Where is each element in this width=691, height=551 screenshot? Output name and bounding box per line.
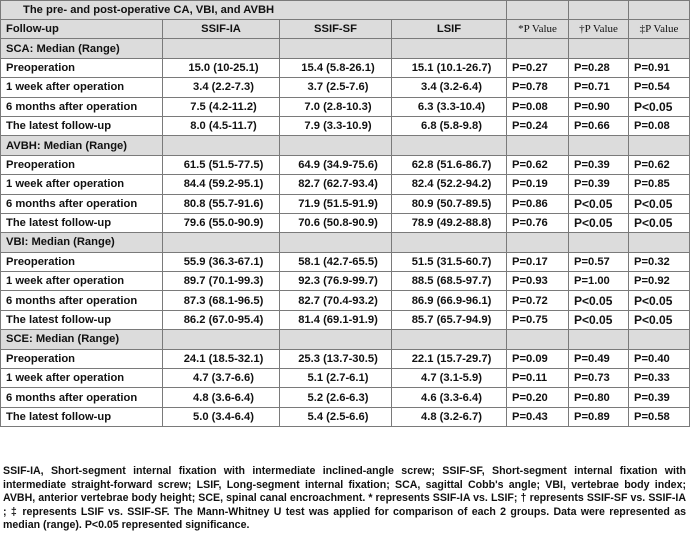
table-row [1,252,690,271]
median-range-cell: 79.6 (55.0-90.9) [163,213,280,232]
section-blank-cell [629,330,690,349]
p-value-cell: P=0.89 [569,407,629,426]
section-blank-cell [507,39,569,58]
median-range-cell: 4.8 (3.6-6.4) [163,388,280,407]
caption-blank-cell [629,1,690,20]
row-label: Preoperation [1,349,163,368]
section-row [1,233,690,252]
caption-blank-cell [569,1,629,20]
p-value-cell: P<0.05 [569,213,629,232]
section-row [1,136,690,155]
median-range-cell: 15.1 (10.1-26.7) [392,58,507,77]
median-range-cell: 64.9 (34.9-75.6) [280,155,392,174]
median-range-cell: 15.4 (5.8-26.1) [280,58,392,77]
median-range-cell: 4.7 (3.7-6.6) [163,369,280,388]
p-value-cell: P=0.11 [507,369,569,388]
section-blank-cell [280,39,392,58]
section-blank-cell [392,39,507,58]
p-value-cell: P=0.90 [569,97,629,116]
table-row [1,388,690,407]
p-value-cell: P=0.71 [569,78,629,97]
median-range-cell: 25.3 (13.7-30.5) [280,349,392,368]
p-value-cell: P=0.17 [507,252,569,271]
row-label: The latest follow-up [1,407,163,426]
table-row [1,175,690,194]
p-value-cell: P=0.39 [569,175,629,194]
p-value-cell: P=0.54 [629,78,690,97]
p-value-cell: P=0.78 [507,78,569,97]
section-blank-cell [629,39,690,58]
p-value-cell: P=0.43 [507,407,569,426]
p-value-cell: P=0.76 [507,213,569,232]
section-blank-cell [163,39,280,58]
row-label: 1 week after operation [1,78,163,97]
row-label: 6 months after operation [1,291,163,310]
p-value-cell: P=0.20 [507,388,569,407]
median-range-cell: 7.0 (2.8-10.3) [280,97,392,116]
median-range-cell: 5.1 (2.7-6.1) [280,369,392,388]
header-p-value-dagger: †P Value [569,20,629,39]
header-follow-up: Follow-up [1,20,163,39]
p-value-cell: P=0.09 [507,349,569,368]
table-row [1,272,690,291]
median-range-cell: 61.5 (51.5-77.5) [163,155,280,174]
row-label: 1 week after operation [1,272,163,291]
median-range-cell: 82.7 (70.4-93.2) [280,291,392,310]
table-row [1,310,690,329]
median-range-cell: 85.7 (65.7-94.9) [392,310,507,329]
section-blank-cell [507,136,569,155]
median-range-cell: 87.3 (68.1-96.5) [163,291,280,310]
section-blank-cell [392,136,507,155]
median-range-cell: 15.0 (10-25.1) [163,58,280,77]
median-range-cell: 84.4 (59.2-95.1) [163,175,280,194]
section-blank-cell [507,233,569,252]
section-label: AVBH: Median (Range) [1,136,163,155]
median-range-cell: 80.8 (55.7-91.6) [163,194,280,213]
section-blank-cell [629,233,690,252]
median-range-cell: 82.7 (62.7-93.4) [280,175,392,194]
section-blank-cell [507,330,569,349]
section-blank-cell [280,233,392,252]
table-row [1,213,690,232]
median-range-cell: 5.2 (2.6-6.3) [280,388,392,407]
median-range-cell: 80.9 (50.7-89.5) [392,194,507,213]
table-row [1,349,690,368]
p-value-cell: P=0.08 [629,116,690,135]
median-range-cell: 51.5 (31.5-60.7) [392,252,507,271]
median-range-cell: 71.9 (51.5-91.9) [280,194,392,213]
p-value-cell: P<0.05 [569,310,629,329]
p-value-cell: P=0.24 [507,116,569,135]
median-range-cell: 6.8 (5.8-9.8) [392,116,507,135]
table-row [1,155,690,174]
median-range-cell: 89.7 (70.1-99.3) [163,272,280,291]
row-label: Preoperation [1,155,163,174]
median-range-cell: 70.6 (50.8-90.9) [280,213,392,232]
median-range-cell: 92.3 (76.9-99.7) [280,272,392,291]
section-blank-cell [392,330,507,349]
median-range-cell: 4.6 (3.3-6.4) [392,388,507,407]
table-header-row [1,20,690,39]
section-blank-cell [163,233,280,252]
section-row [1,330,690,349]
p-value-cell: P=0.86 [507,194,569,213]
p-value-cell: P=0.75 [507,310,569,329]
p-value-cell: P=0.40 [629,349,690,368]
p-value-cell: P=0.27 [507,58,569,77]
row-label: 1 week after operation [1,175,163,194]
header-lsif: LSIF [392,20,507,39]
p-value-cell: P=0.80 [569,388,629,407]
median-range-cell: 86.2 (67.0-95.4) [163,310,280,329]
table-row [1,194,690,213]
p-value-cell: P<0.05 [569,194,629,213]
median-range-cell: 7.9 (3.3-10.9) [280,116,392,135]
median-range-cell: 3.4 (2.2-7.3) [163,78,280,97]
median-range-cell: 8.0 (4.5-11.7) [163,116,280,135]
row-label: The latest follow-up [1,310,163,329]
section-blank-cell [569,136,629,155]
p-value-cell: P=0.39 [569,155,629,174]
table-footnote: SSIF-IA, Short-segment internal fixation with intermediate inclined-angle screw; SSIF-SF, Short-segment internal fixation with intermediate straight-forward screw; LSIF, Long-segment internal fixation; SCA, sagittal Cobb's angle; VBI, vertebrae body index; AVBH, anterior vertebrae body height; SCE, spinal canal encroachment. * represents SSIF-IA vs. LSIF; † represents SSIF-SF vs. SSIF-IA ; ‡ represents LSIF vs. SSIF-SF. The Mann-Whitney U test was applied for comparison of each 2 groups. Data were represented as median (range). P<0.05 represented significance. [3,465,686,532]
p-value-cell: P=0.91 [629,58,690,77]
section-blank-cell [569,39,629,58]
p-value-cell: P=0.57 [569,252,629,271]
median-range-cell: 22.1 (15.7-29.7) [392,349,507,368]
p-value-cell: P<0.05 [629,194,690,213]
section-blank-cell [569,233,629,252]
p-value-cell: P=0.49 [569,349,629,368]
p-value-cell: P=0.93 [507,272,569,291]
section-blank-cell [280,330,392,349]
section-blank-cell [569,330,629,349]
p-value-cell: P=0.08 [507,97,569,116]
p-value-cell: P=0.92 [629,272,690,291]
section-blank-cell [163,330,280,349]
row-label: The latest follow-up [1,213,163,232]
median-range-cell: 4.8 (3.2-6.7) [392,407,507,426]
median-range-cell: 86.9 (66.9-96.1) [392,291,507,310]
section-row [1,39,690,58]
p-value-cell: P=0.58 [629,407,690,426]
row-label: Preoperation [1,252,163,271]
table-row [1,116,690,135]
section-label: SCE: Median (Range) [1,330,163,349]
table-row [1,407,690,426]
p-value-cell: P=0.33 [629,369,690,388]
median-range-cell: 82.4 (52.2-94.2) [392,175,507,194]
p-value-cell: P=0.28 [569,58,629,77]
median-range-cell: 7.5 (4.2-11.2) [163,97,280,116]
table-row [1,58,690,77]
header-ssif-ia: SSIF-IA [163,20,280,39]
p-value-cell: P=1.00 [569,272,629,291]
section-blank-cell [629,136,690,155]
median-range-cell: 24.1 (18.5-32.1) [163,349,280,368]
p-value-cell: P=0.73 [569,369,629,388]
p-value-cell: P=0.62 [629,155,690,174]
table-body [1,1,690,427]
median-range-cell: 55.9 (36.3-67.1) [163,252,280,271]
p-value-cell: P=0.85 [629,175,690,194]
section-label: SCA: Median (Range) [1,39,163,58]
p-value-cell: P=0.19 [507,175,569,194]
table-row [1,291,690,310]
row-label: 6 months after operation [1,388,163,407]
row-label: Preoperation [1,58,163,77]
header-p-value-double-dagger: ‡P Value [629,20,690,39]
median-range-cell: 81.4 (69.1-91.9) [280,310,392,329]
row-label: The latest follow-up [1,116,163,135]
p-value-cell: P=0.32 [629,252,690,271]
table-caption-row [1,1,690,20]
median-range-cell: 3.4 (3.2-6.4) [392,78,507,97]
caption-blank-cell [507,1,569,20]
median-range-cell: 4.7 (3.1-5.9) [392,369,507,388]
p-value-cell: P<0.05 [629,310,690,329]
table-row [1,369,690,388]
median-range-cell: 58.1 (42.7-65.5) [280,252,392,271]
p-value-cell: P=0.39 [629,388,690,407]
p-value-cell: P<0.05 [629,213,690,232]
table-row [1,97,690,116]
median-range-cell: 5.0 (3.4-6.4) [163,407,280,426]
median-range-cell: 3.7 (2.5-7.6) [280,78,392,97]
p-value-cell: P<0.05 [629,97,690,116]
median-range-cell: 5.4 (2.5-6.6) [280,407,392,426]
section-blank-cell [392,233,507,252]
p-value-cell: P=0.62 [507,155,569,174]
section-blank-cell [163,136,280,155]
median-range-cell: 88.5 (68.5-97.7) [392,272,507,291]
row-label: 6 months after operation [1,97,163,116]
row-label: 6 months after operation [1,194,163,213]
table-row [1,78,690,97]
p-value-cell: P<0.05 [629,291,690,310]
median-range-cell: 62.8 (51.6-86.7) [392,155,507,174]
header-ssif-sf: SSIF-SF [280,20,392,39]
row-label: 1 week after operation [1,369,163,388]
p-value-cell: P=0.72 [507,291,569,310]
p-value-cell: P=0.66 [569,116,629,135]
table-title: The pre- and post-operative CA, VBI, and AVBH [1,1,507,20]
p-value-cell: P<0.05 [569,291,629,310]
header-p-value-star: *P Value [507,20,569,39]
median-range-cell: 78.9 (49.2-88.8) [392,213,507,232]
section-blank-cell [280,136,392,155]
median-range-cell: 6.3 (3.3-10.4) [392,97,507,116]
section-label: VBI: Median (Range) [1,233,163,252]
